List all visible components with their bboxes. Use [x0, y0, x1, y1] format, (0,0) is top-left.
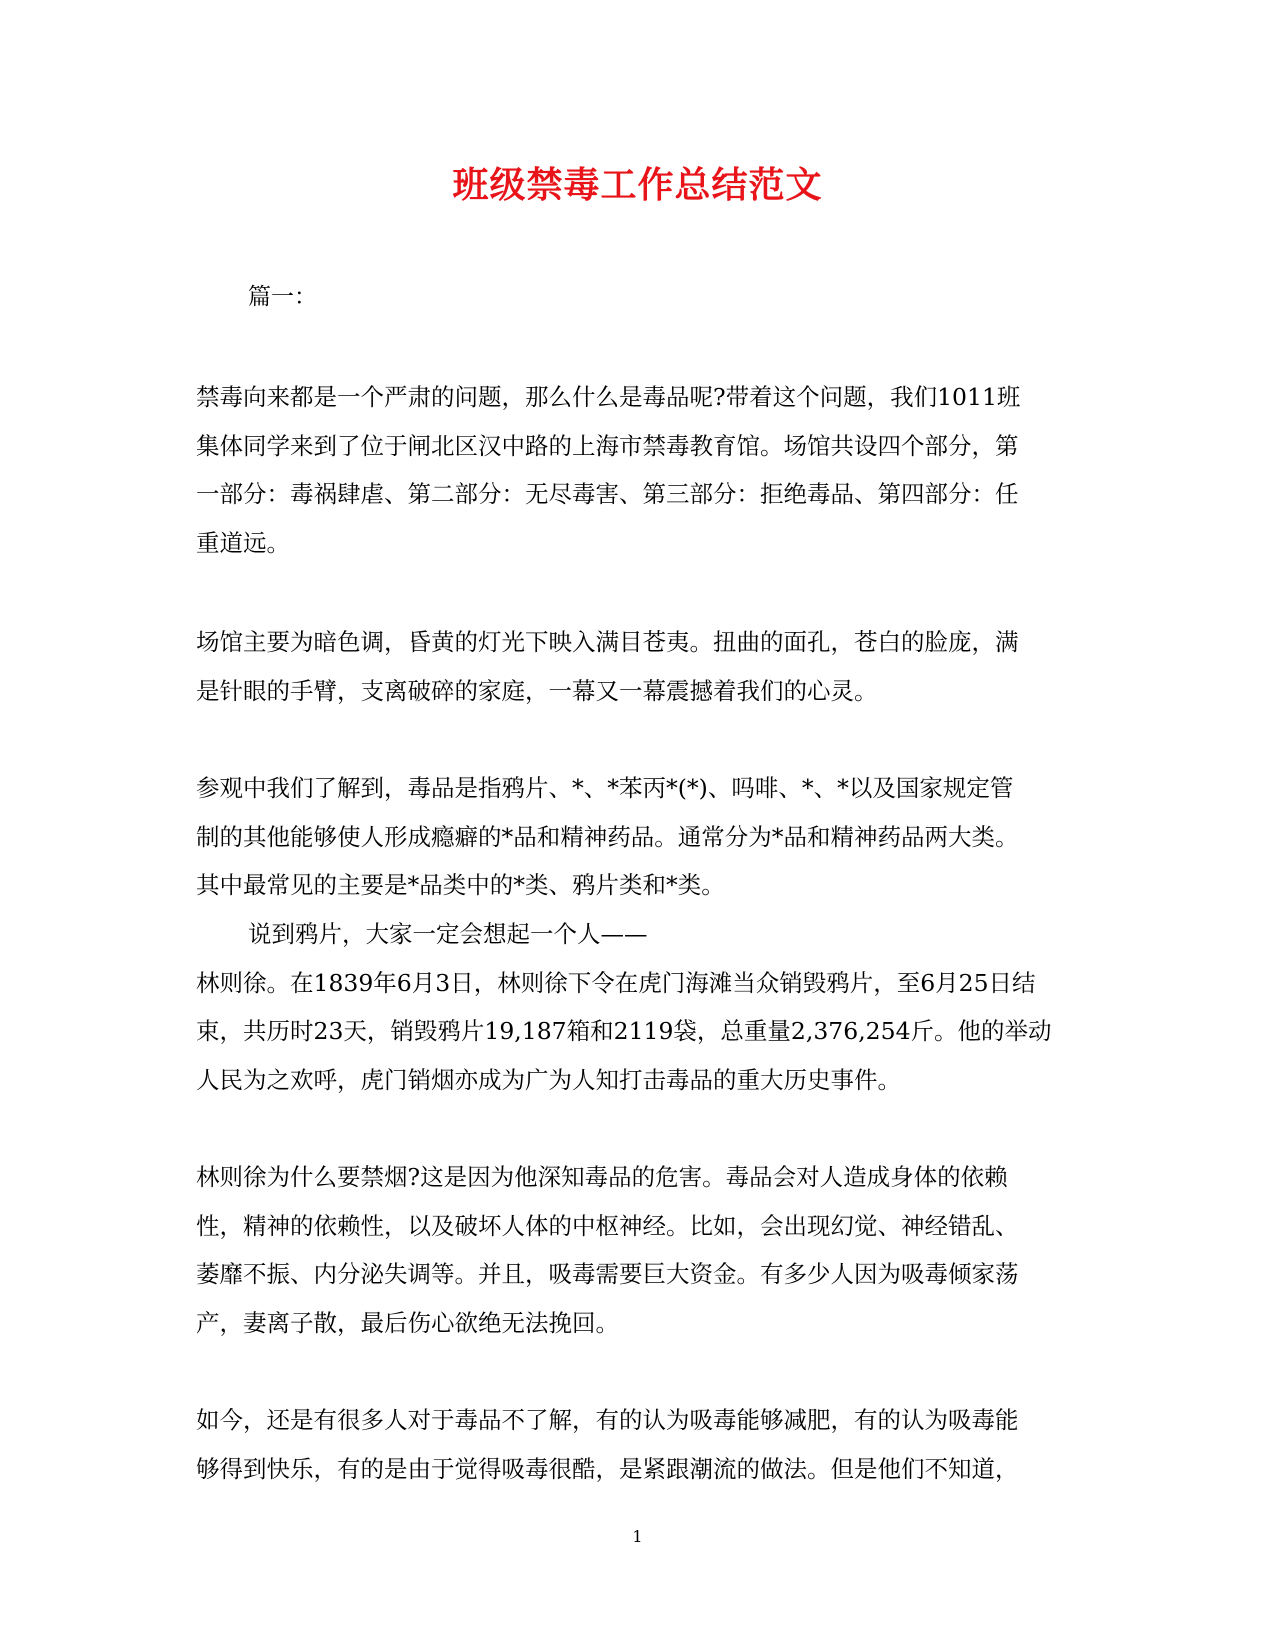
section-label: 篇一： — [248, 284, 317, 310]
text-line: 参观中我们了解到，毒品是指鸦片、*、*苯丙*(*)、吗啡、*、*以及国家规定管 — [196, 774, 1014, 802]
text-line: 如今，还是有很多人对于毒品不了解，有的认为吸毒能够减肥，有的认为吸毒能 — [196, 1406, 1019, 1434]
paragraph-3 — [196, 764, 1076, 910]
text-line: 重道远。 — [196, 528, 290, 557]
paragraph-1 — [196, 373, 1076, 567]
text-line: 集体同学来到了位于闸北区汉中路的上海市禁毒教育馆。场馆共设四个部分，第 — [196, 431, 1019, 460]
text-line: 产，妻离子散，最后伤心欲绝无法挽回。 — [196, 1308, 619, 1337]
paragraph-2 — [196, 618, 1076, 715]
text-line: 制的其他能够使人形成瘾癖的*品和精神药品。通常分为*品和精神药品两大类。 — [196, 822, 1019, 851]
text-line: 林则徐。在1839年6月3日，林则徐下令在虎门海滩当众销毁鸦片，至6月25日结 — [196, 968, 1036, 997]
text-line: 其中最常见的主要是*品类中的*类、鸦片类和*类。 — [196, 871, 725, 899]
page-number: 1 — [632, 1527, 643, 1546]
text-line: 是针眼的手臂，支离破碎的家庭，一幕又一幕震撼着我们的心灵。 — [196, 676, 878, 705]
text-line: 禁毒向来都是一个严肃的问题，那么什么是毒品呢?带着这个问题，我们1011班 — [196, 383, 1021, 411]
text-line: 一部分：毒祸肆虐、第二部分：无尽毒害、第三部分：拒绝毒品、第四部分：任 — [196, 480, 1019, 508]
paragraph-4 — [196, 910, 1076, 1104]
text-line: 说到鸦片，大家一定会想起一个人—— — [248, 920, 648, 948]
text-line: 萎靡不振、内分泌失调等。并且，吸毒需要巨大资金。有多少人因为吸毒倾家荡 — [196, 1260, 1019, 1288]
paragraph-6 — [196, 1396, 1076, 1493]
text-line: 林则徐为什么要禁烟?这是因为他深知毒品的危害。毒品会对人造成身体的依赖 — [196, 1163, 1008, 1191]
text-line: 场馆主要为暗色调，昏黄的灯光下映入满目苍夷。扭曲的面孔，苍白的脸庞，满 — [196, 628, 1019, 656]
paragraph-5 — [196, 1153, 1076, 1347]
text-line: 够得到快乐，有的是由于觉得吸毒很酷，是紧跟潮流的做法。但是他们不知道， — [196, 1454, 1019, 1483]
text-line: 性，精神的依赖性，以及破坏人体的中枢神经。比如，会出现幻觉、神经错乱、 — [196, 1211, 1019, 1240]
document-title: 班级禁毒工作总结范文 — [452, 164, 823, 206]
text-line: 束，共历时23天，销毁鸦片19,187箱和2119袋，总重量2,376,254斤。他的举动 — [196, 1017, 1052, 1045]
text-line: 人民为之欢呼，虎门销烟亦成为广为人知打击毒品的重大历史事件。 — [196, 1065, 901, 1094]
